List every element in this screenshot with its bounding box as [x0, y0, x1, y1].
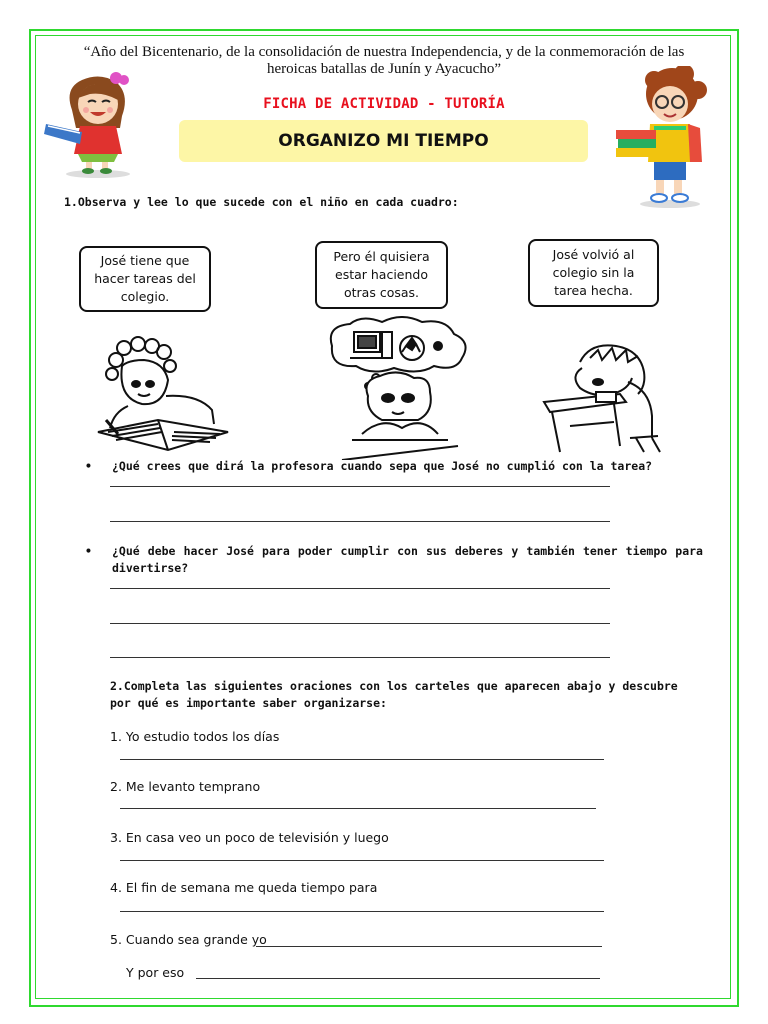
speech-box-1-line-1: José tiene que — [100, 253, 190, 268]
sentence-1: 1. Yo estudio todos los días — [110, 729, 280, 744]
instruction-1: 1.Observa y lee lo que sucede con el niño en cada cuadro: — [64, 195, 459, 209]
speech-box-2-line-3: otras cosas. — [343, 285, 419, 300]
speech-box-2 — [315, 241, 448, 309]
motto-line-1: “Año del Bicentenario, de la consolidación de nuestra Independencia, y de la conmemoración de las — [83, 44, 685, 60]
girl-reading-illustration — [42, 68, 154, 180]
sentence-4-line[interactable] — [120, 911, 604, 912]
speech-box-3-line-3: tarea hecha. — [554, 283, 633, 298]
sentence-2-line[interactable] — [120, 808, 596, 809]
boy-sleeping-at-desk-illustration — [540, 342, 664, 454]
answer-line-b2[interactable] — [110, 623, 610, 624]
answer-line-a2[interactable] — [110, 521, 610, 522]
speech-box-3-line-1: José volvió al — [552, 247, 635, 262]
speech-box-2-line-2: estar haciendo — [335, 267, 428, 282]
answer-line-b1[interactable] — [110, 588, 610, 589]
activity-subtitle: FICHA DE ACTIVIDAD - TUTORÍA — [263, 96, 505, 112]
boy-with-books-illustration — [614, 66, 718, 208]
sentence-5-line[interactable] — [256, 946, 602, 947]
sentence-3-line[interactable] — [120, 860, 604, 861]
motto-line-2: heroicas batallas de Junín y Ayacucho” — [267, 61, 501, 77]
answer-line-a1[interactable] — [110, 486, 610, 487]
page-title: ORGANIZO MI TIEMPO — [179, 120, 588, 162]
boy-daydreaming-illustration — [322, 316, 476, 460]
speech-box-2-line-1: Pero él quisiera — [333, 249, 430, 264]
sentence-4: 4. El fin de semana me queda tiempo para — [110, 880, 378, 895]
sentence-3: 3. En casa veo un poco de televisión y luego — [110, 830, 389, 845]
question-b-text: • ¿Qué debe hacer José para poder cumplir con sus deberes y también tener tiempo para divertirse? — [112, 544, 703, 575]
speech-box-1-line-2: hacer tareas del — [94, 271, 196, 286]
sentence-2: 2. Me levanto temprano — [110, 779, 261, 794]
sentence-1-line[interactable] — [120, 759, 604, 760]
answer-line-b3[interactable] — [110, 657, 610, 658]
speech-box-1 — [79, 246, 211, 312]
question-a-text: • ¿Qué crees que dirá la profesora cuando sepa que José no cumplió con la tarea? — [112, 459, 653, 473]
sentence-6-line[interactable] — [196, 978, 600, 979]
instruction-2: 2.Completa las siguientes oraciones con los carteles que aparecen abajo y descubre por qué es importante saber organizarse: — [110, 679, 678, 710]
boy-doing-homework-illustration — [88, 336, 238, 460]
sentence-6: Y por eso — [126, 965, 185, 980]
motto-header — [60, 44, 708, 78]
speech-box-3 — [528, 239, 659, 307]
question-b — [88, 543, 703, 577]
question-a — [88, 458, 703, 475]
sentence-5: 5. Cuando sea grande yo — [110, 932, 267, 947]
speech-box-3-line-2: colegio sin la — [552, 265, 635, 280]
speech-box-1-line-3: colegio. — [120, 289, 170, 304]
